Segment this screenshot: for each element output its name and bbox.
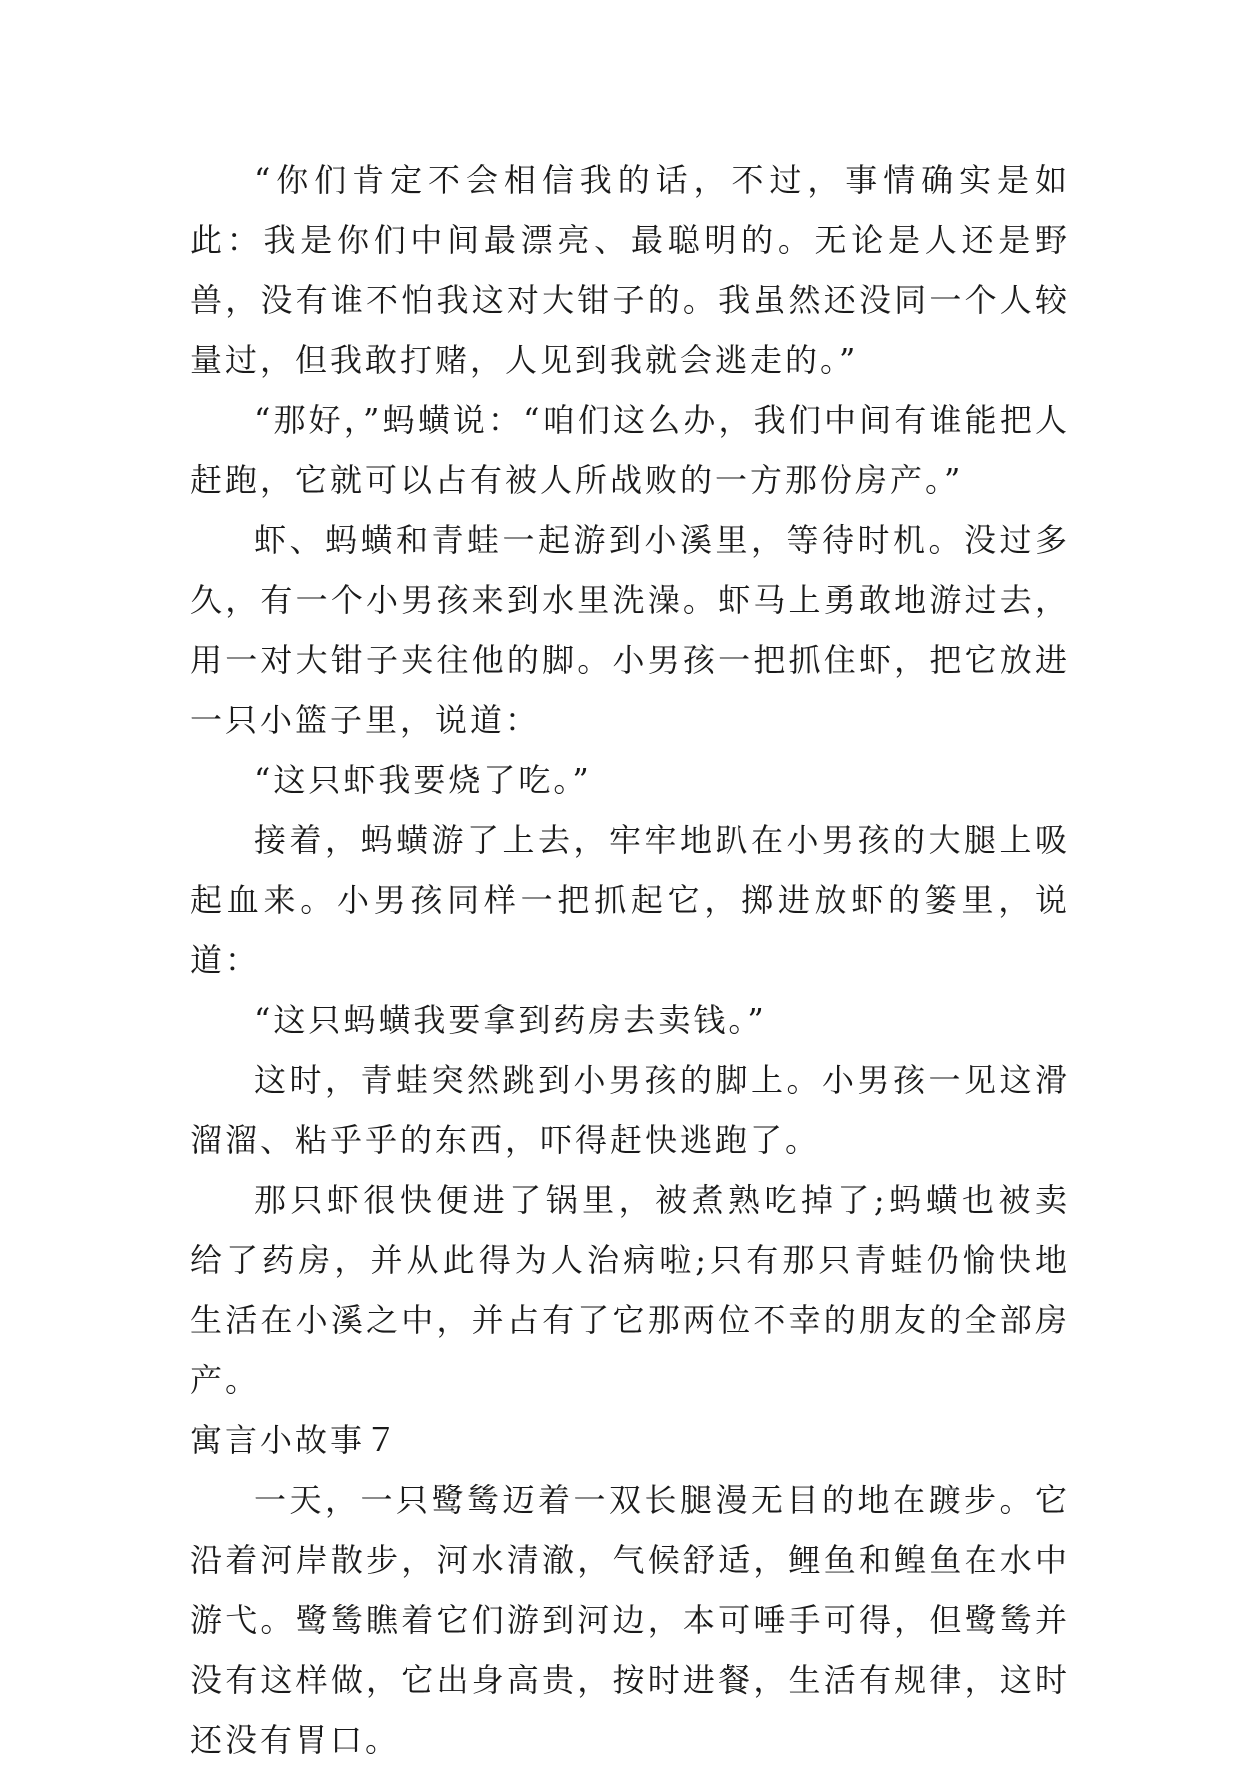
paragraph-frog-jump: 这时，青蛙突然跳到小男孩的脚上。小男孩一见这滑溜溜、粘乎乎的东西，吓得赶快逃跑了。 (190, 1061, 1070, 1159)
body-text (190, 150, 1070, 1770)
paragraph-leech-proposal: “那好，”蚂蟥说：“咱们这么办，我们中间有谁能把人赶跑，它就可以占有被人所战败的一方那份房产。” (190, 401, 1070, 499)
paragraph-leech-attack: 接着，蚂蟥游了上去，牢牢地趴在小男孩的大腿上吸起血来。小男孩同样一把抓起它，掷进放虾的篓里，说道： (190, 821, 1070, 979)
paragraph-leech-quote: “这只蚂蟥我要拿到药房去卖钱。” (254, 1001, 767, 1039)
paragraph-heron: 一天，一只鹭鸶迈着一双长腿漫无目的地在踱步。它沿着河岸散步，河水清澈，气候舒适，鲤鱼和鳇鱼在水中游弋。鹭鸶瞧着它们游到河边，本可唾手可得，但鹭鸶并没有这样做，它出身高贵，按时进餐，生活有规律，这时还没有胃口。 (190, 1481, 1070, 1759)
section-heading: 寓言小故事７ (190, 1421, 401, 1459)
paragraph-boy-bathing: 虾、蚂蟥和青蛙一起游到小溪里，等待时机。没过多久，有一个小男孩来到水里洗澡。虾马上勇敢地游过去，用一对大钳子夹往他的脚。小男孩一把抓住虾，把它放进一只小篮子里，说道： (190, 521, 1070, 739)
paragraph-crab-boast: “你们肯定不会相信我的话，不过，事情确实是如此：我是你们中间最漂亮、最聪明的。无论是人还是野兽，没有谁不怕我这对大钳子的。我虽然还没同一个人较量过，但我敢打赌，人见到我就会逃走的。” (190, 161, 1070, 379)
paragraph-ending: 那只虾很快便进了锅里，被煮熟吃掉了;蚂蟥也被卖给了药房，并从此得为人治病啦;只有那只青蛙仍愉快地生活在小溪之中，并占有了它那两位不幸的朋友的全部房产。 (190, 1181, 1070, 1399)
paragraph-shrimp-quote: “这只虾我要烧了吃。” (254, 761, 592, 799)
